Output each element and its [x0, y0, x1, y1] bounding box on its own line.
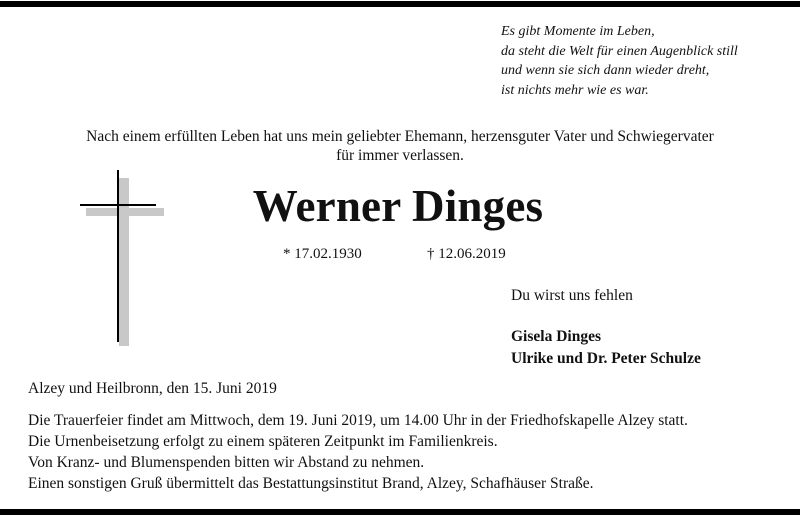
detail-line: Einen sonstigen Gruß übermittelt das Bestattungsinstitut Brand, Alzey, Schafhäuser Straße. — [28, 475, 594, 492]
signers — [511, 326, 701, 370]
poem-line: ist nichts mehr wie es war. — [501, 82, 649, 98]
birth-date: * 17.02.1930 — [283, 246, 362, 262]
farewell-text: Du wirst uns fehlen — [511, 287, 633, 304]
top-border — [0, 1, 800, 7]
detail-line: Von Kranz- und Blumenspenden bitten wir Abstand zu nehmen. — [28, 454, 425, 471]
detail-line: Die Trauerfeier findet am Mittwoch, dem 19. Juni 2019, um 14.00 Uhr in der Friedhofskapelle Alzey statt. — [28, 412, 688, 429]
poem-line: da steht die Welt für einen Augenblick still — [501, 43, 738, 59]
bottom-border — [0, 509, 800, 515]
place-date: Alzey und Heilbronn, den 15. Juni 2019 — [28, 380, 277, 397]
poem-line: und wenn sie sich dann wieder dreht, — [501, 63, 710, 78]
intro-line: Nach einem erfüllten Leben hat uns mein geliebter Ehemann, herzensguter Vater und Schwiegervater — [86, 128, 714, 145]
poem-line: Es gibt Momente im Leben, — [501, 24, 655, 39]
intro-text — [0, 127, 800, 165]
death-date: † 12.06.2019 — [427, 246, 506, 262]
intro-line: für immer verlassen. — [336, 147, 464, 164]
deceased-name: Werner Dinges — [252, 181, 544, 231]
detail-line: Die Urnenbeisetzung erfolgt zu einem späteren Zeitpunkt im Familienkreis. — [28, 433, 498, 450]
signer: Gisela Dinges — [511, 328, 601, 345]
poem — [501, 22, 791, 100]
signer: Ulrike und Dr. Peter Schulze — [511, 350, 701, 367]
funeral-details — [28, 410, 688, 494]
